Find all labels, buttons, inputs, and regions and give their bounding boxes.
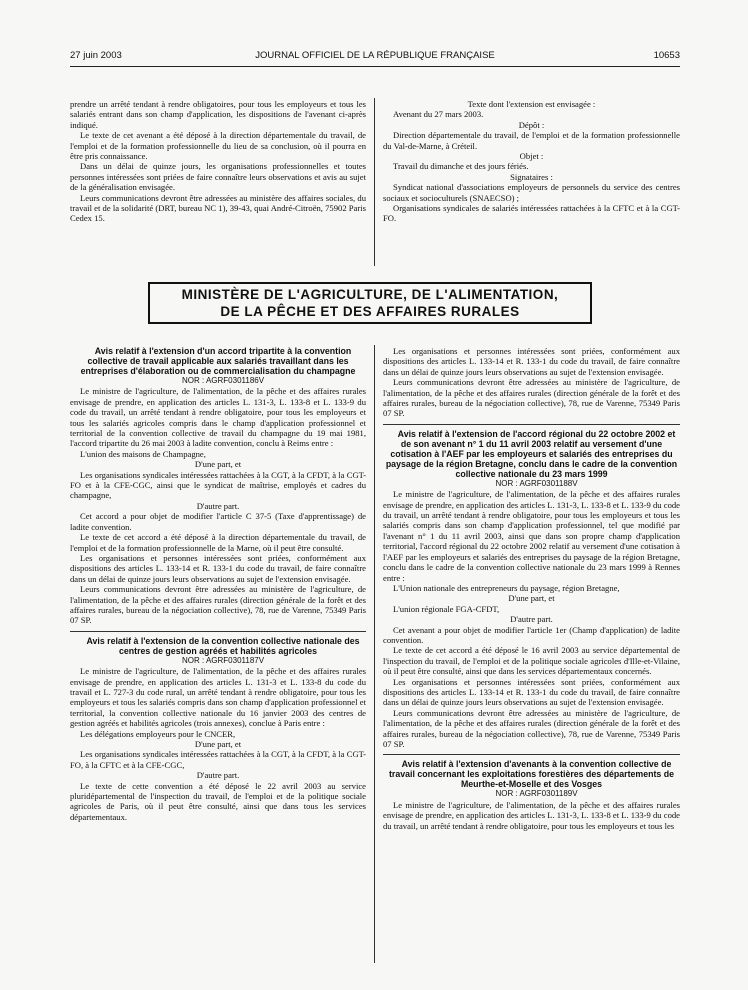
paragraph: Leurs communications devront être adressées au ministère des affaires sociales, du travail et de la solidarité (DRT, bureau NC 1), 39-43, quai André-Citroën, 75902 Paris Cedex 15. (70, 192, 366, 224)
notice-title: Avis relatif à l'extension d'un accord tripartite à la convention collective de travail applicable aux salariés travaillant dans les entreprises d'élaboration ou de commercialisation du champagne (80, 346, 356, 376)
paragraph: Signataires : (510, 171, 553, 182)
paragraph: Organisations syndicales de salariés intéressées rattachées à la CFTC et à la CGT-FO. (383, 203, 680, 224)
lower-right-column (383, 346, 680, 966)
paragraph: Cet avenant a pour objet de modifier l'article 1er (Champ d'application) de ladite convention. (383, 624, 680, 645)
ministry-heading-line: MINISTÈRE DE L'AGRICULTURE, DE L'ALIMENTATION, (181, 287, 559, 302)
paragraph: D'une part, et (194, 739, 242, 749)
paragraph: D'une part, et (194, 459, 242, 470)
header-page-number: 10653 (653, 50, 680, 61)
paragraph: Le texte de cet accord a été déposé à la direction départementale du travail, de l'emploi et de la formation professionnelle de la Marne, où il peut être consulté. (70, 532, 366, 553)
paragraph: Le texte de cet accord a été déposé le 16 avril 2003 au service départemental de l'inspection du travail, de l'emploi et de la politique sociale agricoles d'Ille-et-Vilaine, où il peut être consulté, ainsi que dans les services départementaux concernés. (383, 645, 680, 677)
header-rule (70, 66, 680, 67)
paragraph: Les organisations syndicales intéressées rattachées à la CGT, à la CFDT, à la CGT-FO, à la CFTC et à la CFE-CGC, (70, 749, 366, 770)
paragraph: Le ministre de l'agriculture, de l'alimentation, de la pêche et des affaires rurales envisage de prendre, en application des articles L. 131-3, L. 133-8 et L. 133-9 du code du travail, un arrêté tendant à rendre obligatoire, pour tous les employeurs et tous les salariés agricoles compris dans le champ d'application professionnel et territorial de la convention collective de travail du champagne du 19 mai 1981, l'accord tripartite du 26 mai 2003 à ladite convention, conclu à Reims entre : (70, 386, 366, 449)
section-separator (383, 424, 680, 425)
paragraph: Les délégations employeurs pour le CNCER, (80, 728, 236, 739)
paragraph: prendre un arrêté tendant à rendre obligatoires, pour tous les employeurs et tous les salariés entrant dans son champ d'application, les dispositions de l'avenant ci-après indiqué. (70, 99, 366, 130)
paragraph: Le texte de cette convention a été déposé le 22 avril 2003 au service pluridépartemental de l'inspection du travail, de l'emploi et de la politique sociale agricoles de Paris, où il peut être consulté, ainsi que dans tous les services départementaux. (70, 780, 366, 822)
paragraph: Dépôt : (518, 119, 545, 130)
top-right-column (383, 99, 680, 269)
section-separator (70, 631, 366, 632)
paragraph: Le ministre de l'agriculture, de l'alimentation, de la pêche et des affaires rurales envisage de prendre, en application des articles L. 131-3 et L. 133-8 du code du travail et L. 727-3 du code rural, un arrêté tendant à rendre obligatoire, pour tous les employeurs et tous les salariés compris dans son champ d'application professionnel et territorial, la convention collective nationale du 16 janvier 2003 des centres de gestion agréés et habilités agricoles (trois annexes), conclue à Paris entre : (70, 666, 366, 729)
lower-left-column (70, 346, 366, 966)
paragraph: Cet accord a pour objet de modifier l'article C 37-5 (Taxe d'apprentissage) de ladite convention. (70, 511, 366, 532)
paragraph: Le ministre de l'agriculture, de l'alimentation, de la pêche et des affaires rurales envisage de prendre, en application des articles L. 131-3, L. 133-8 et L. 133-9 du code du travail, un arrêté tendant à rendre obligatoire, pour tous les employeurs et tous les salariés compris dans son champ d'application professionnel, tel que modifié par l'avenant n° 1 du 11 avril 2003, ainsi que dans son propre champ d'application territorial, l'accord régional du 22 octobre 2002 relatif au versement d'une cotisation à l'AEF par les employeurs et salariés des entreprises du paysage de la région Bretagne, conclu dans le cadre de la convention collective nationale du 23 mars 1999 à Rennes entre : (383, 489, 680, 583)
paragraph: Dans un délai de quinze jours, les organisations professionnelles et toutes personnes intéressées sont priées de faire connaître leurs observations et avis au sujet de la généralisation envisagée. (70, 161, 366, 193)
page-header (70, 50, 680, 64)
column-divider (374, 345, 375, 963)
paragraph: Les organisations et personnes intéressées sont priées, conformément aux dispositions des articles L. 133-14 et R. 133-1 du code du travail, de faire connaître dans un délai de quinze jours leurs observations au sujet de l'extension envisagée. (383, 346, 680, 377)
ministry-heading-box (148, 282, 592, 324)
paragraph: L'union régionale FGA-CFDT, (393, 603, 500, 614)
paragraph: Leurs communications devront être adressées au ministère de l'agriculture, de l'alimentation, de la pêche et des affaires rurales (direction générale de la forêt et des affaires rurales, bureau de la négociation collective), 78, rue de Varenne, 75349 Paris 07 SP. (383, 377, 680, 419)
paragraph: D'autre part. (196, 770, 240, 781)
paragraph: Avenant du 27 mars 2003. (393, 109, 484, 120)
header-journal-title: JOURNAL OFFICIEL DE LA RÉPUBLIQUE FRANÇAISE (255, 50, 495, 61)
paragraph: Le ministre de l'agriculture, de l'alimentation, de la pêche et des affaires rurales envisage de prendre, en application des articles L. 131-3, L. 133-8 et L. 133-9 du code du travail, un arrêté tendant à rendre obligatoire, pour tous les employeurs et tous les (383, 799, 680, 831)
paragraph: D'autre part. (196, 500, 240, 511)
section-separator (383, 754, 680, 755)
paragraph: Travail du dimanche et des jours fériés. (393, 161, 529, 172)
paragraph: Syndicat national d'associations employeurs de personnels du service des centres sociaux et socioculturels (SNAECSO) ; (383, 182, 680, 203)
notice-title: Avis relatif à l'extension de l'accord régional du 22 octobre 2002 et de son avenant n° 1 du 11 avril 2003 relatif au versement d'une cotisation à l'AEF par les employeurs et salariés des entreprises du paysage de la région Bretagne, conclu dans le cadre de la convention collective nationale du 23 mars 1999 (385, 428, 678, 479)
paragraph: D'une part, et (508, 593, 555, 604)
paragraph: Les organisations et personnes intéressées sont priées, conformément aux dispositions des articles L. 133-14 et R. 133-1 du code du travail, de faire connaître dans un délai de quinze jours leurs observations au sujet de l'extension envisagée. (70, 552, 366, 584)
paragraph: Leurs communications devront être adressées au ministère de l'agriculture, de l'alimentation, de la pêche et des affaires rurales (direction générale de la forêt et des affaires rurales, bureau de la négociation collective), 78, rue de Varenne, 75349 Paris 07 SP. (70, 584, 366, 626)
paragraph: Leurs communications devront être adressées au ministère de l'agriculture, de l'alimentation, de la pêche et des affaires rurales (direction générale de la forêt et des affaires rurales, bureau de la négociation collective), 78, rue de Varenne, 75349 Paris 07 SP. (383, 707, 680, 749)
paragraph: L'union des maisons de Champagne, (80, 448, 206, 459)
nor-reference: NOR : AGRF0301186V (181, 376, 265, 385)
ministry-heading-line: DE LA PÊCHE ET DES AFFAIRES RURALES (220, 304, 520, 319)
paragraph: Objet : (519, 151, 544, 162)
paragraph: Les organisations syndicales intéressées rattachées à la CGT, à la CFDT, à la CGT-FO et à la CFE-CGC, ainsi que le syndicat de maîtrise, employés et cadres du champagne, (70, 469, 366, 501)
paragraph: Les organisations et personnes intéressées sont priées, conformément aux dispositions des articles L. 133-14 et R. 133-1 du code du travail, de faire connaître dans un délai de quinze jours leurs observations au sujet de l'extension envisagée. (383, 676, 680, 708)
top-left-column (70, 99, 366, 269)
paragraph: Le texte de cet avenant a été déposé à la direction départementale du travail, de l'emploi et de la formation professionnelle du lieu de sa conclusion, où il pourra en être pris connaissance. (70, 130, 366, 162)
column-divider (374, 98, 375, 266)
nor-reference: NOR : AGRF0301187V (181, 655, 265, 665)
notice-title: Avis relatif à l'extension d'avenants à la convention collective de travail concernant les exploitations forestières des départements de Meurthe-et-Moselle et des Vosges (388, 759, 675, 790)
nor-reference: NOR : AGRF0301189V (495, 789, 578, 799)
paragraph: D'autre part. (510, 614, 553, 625)
header-date: 27 juin 2003 (70, 50, 122, 61)
nor-reference: NOR : AGRF0301188V (495, 478, 578, 488)
paragraph: Texte dont l'extension est envisagée : (467, 99, 596, 109)
notice-title: Avis relatif à l'extension de la convention collective nationale des centres de gestion agréés et habilités agricoles (86, 635, 360, 656)
paragraph: L'Union nationale des entrepreneurs du paysage, région Bretagne, (393, 582, 620, 593)
paragraph: Direction départementale du travail, de l'emploi et de la formation professionnelle du Val-de-Marne, à Créteil. (383, 130, 680, 151)
